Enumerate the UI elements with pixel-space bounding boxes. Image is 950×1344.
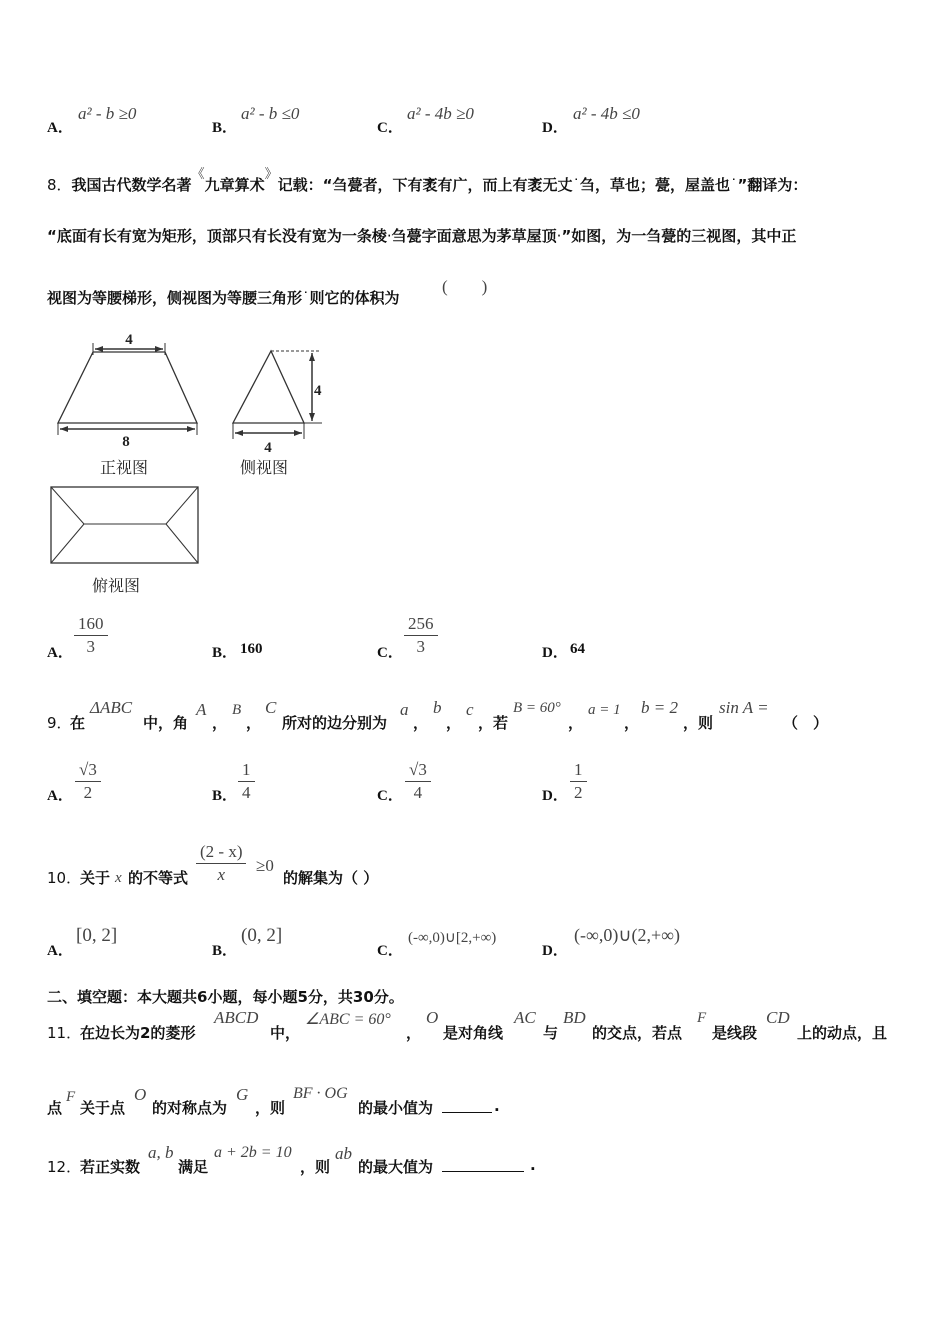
q9-side-c: c	[466, 700, 474, 719]
q8-option-c-fraction: 256 3	[404, 614, 438, 657]
side-view-triangle	[233, 351, 322, 456]
q9-option-d-fraction: 1 2	[570, 760, 587, 803]
q11-line2-text-1: 点	[47, 1099, 63, 1117]
q7-option-b-expr: a² - b ≤0	[241, 104, 300, 123]
q7-option-c-label: C．	[377, 120, 403, 136]
q12-product: ab	[335, 1144, 352, 1163]
q10-text-3: 的解集为（ ）	[283, 869, 379, 887]
q11-text-1: 在边长为2的菱形	[80, 1024, 196, 1042]
q11-line2-text-4: ，则	[255, 1099, 286, 1117]
q8-answer-paren: ( )	[442, 277, 488, 296]
q9-angle-c: C	[265, 698, 277, 717]
q9-text-2: 中，角	[143, 714, 189, 732]
q8-text-1a: 我国古代数学名著	[71, 176, 192, 194]
top-view-rectangle	[51, 487, 198, 563]
q10-text-1: 关于	[80, 869, 111, 887]
section-2-heading: 二、填空题：本大题共6小题，每小题5分，共30分。	[47, 988, 404, 1006]
q7-option-b-label: B．	[212, 120, 238, 136]
q8-line-1: 8．我国古代数学名著《九章算术》记载：“刍甍者，下有袤有广，而上有袤无丈˙刍，草也；甍，屋盖也˙”翻译为：	[47, 167, 808, 194]
q7-option-a-label: A．	[47, 120, 73, 136]
q11-angle-condition: ∠ABC = 60°	[305, 1011, 391, 1028]
q9-option-c-fraction: √3 4	[405, 760, 431, 803]
q10-option-d-label: D．	[542, 943, 568, 959]
q10-number: 10．	[47, 869, 82, 887]
q9-angle-b: B	[232, 702, 242, 718]
q11-point-o: O	[426, 1008, 439, 1027]
q8-book-open: 《	[191, 167, 205, 182]
q9-triangle: ΔABC	[90, 698, 133, 717]
q9-angle-a: A	[196, 700, 207, 719]
q8-text-1c: 刍，草也；甍，屋盖也	[579, 176, 730, 194]
side-view-label: 侧视图	[240, 458, 289, 477]
q9-condition-b: B = 60°	[513, 700, 561, 716]
q8-line-3: 视图为等腰梯形，侧视图为等腰三角形˙则它的体积为	[47, 289, 400, 307]
q8-text-1b: 记载：“刍甍者，下有袤有广，而上有袤无丈	[277, 176, 573, 194]
q12-end-period: .	[530, 1156, 536, 1174]
q9-text-5: ，则	[683, 714, 714, 732]
q8-option-d-value: 64	[570, 641, 585, 657]
q8-option-c-label: C．	[377, 645, 403, 661]
q10-variable-x: x	[115, 870, 122, 886]
q9-comma-2: ，	[624, 714, 640, 732]
q10-text-2: 的不等式	[128, 869, 189, 887]
q11-point-f: F	[697, 1010, 707, 1026]
q11-number: 11．	[47, 1024, 82, 1042]
q9-option-a-fraction: √3 2	[75, 760, 101, 803]
q10-option-c-expr: (-∞,0)∪[2,+∞)	[408, 930, 497, 946]
q12-text-4: 的最大值为	[358, 1158, 434, 1176]
front-bottom-dim: 8	[122, 434, 130, 450]
q11-diagonal-bd: BD	[563, 1008, 586, 1027]
q9-option-d-label: D．	[542, 788, 568, 804]
q11-line2-text-5: 的最小值为	[358, 1099, 434, 1117]
q7-option-d-expr: a² - 4b ≤0	[573, 104, 640, 123]
q11-point-g: G	[236, 1085, 249, 1104]
q12-number: 12．	[47, 1158, 82, 1176]
q9-option-a-label: A．	[47, 788, 73, 804]
q7-option-a-expr: a² - b ≥0	[78, 104, 137, 123]
q11-segment-cd: CD	[766, 1008, 790, 1027]
q11-diagonal-ac: AC	[514, 1008, 536, 1027]
q10-option-d-expr: (-∞,0)∪(2,+∞)	[574, 925, 680, 945]
q11-line2-text-3: 的对称点为	[152, 1099, 228, 1117]
q12-text-3: ，则	[300, 1158, 331, 1176]
q12-condition: a + 2b = 10	[214, 1144, 292, 1161]
q8-text-3a: 视图为等腰梯形，侧视图为等腰三角形	[47, 289, 303, 307]
q9-answer-paren: （ ）	[783, 714, 829, 732]
q10-option-b-expr: (0, 2]	[241, 925, 283, 946]
q9-condition-a: a = 1	[588, 702, 621, 718]
front-view-trapezoid	[58, 332, 197, 450]
q10-option-a-expr: [0, 2]	[76, 925, 118, 946]
q10-option-a-label: A．	[47, 943, 73, 959]
q11-answer-blank[interactable]	[442, 1097, 492, 1113]
q10-geq-zero: ≥0	[256, 856, 274, 875]
q11-text-5: 的交点，若点	[592, 1024, 683, 1042]
q8-text-2a: “底面有长有宽为矩形，顶部只有长没有宽为一条棱	[47, 227, 387, 245]
top-view-label: 俯视图	[92, 576, 141, 595]
q12-text-2: 满足	[178, 1158, 209, 1176]
side-bottom-dim: 4	[264, 440, 272, 456]
q10-option-b-label: B．	[212, 943, 238, 959]
front-view-label: 正视图	[100, 458, 149, 477]
q8-option-d-label: D．	[542, 645, 568, 661]
q9-option-c-label: C．	[377, 788, 403, 804]
q8-line-2: “底面有长有宽为矩形，顶部只有长没有宽为一条棱·刍甍字面意思为茅草屋顶·”如图，为一刍甍的三视图，其中正	[47, 227, 797, 245]
side-height-dim: 4	[314, 383, 322, 399]
q9-number: 9．	[47, 714, 72, 732]
q9-option-b-label: B．	[212, 788, 238, 804]
q11-text-7: 上的动点，且	[797, 1024, 888, 1042]
q8-book-close: 》	[264, 167, 278, 182]
q11-text-2: 中，	[270, 1024, 301, 1042]
q10-option-c-label: C．	[377, 943, 403, 959]
q10-fraction: (2 - x) x	[196, 842, 246, 885]
q8-text-1d: ”翻译为：	[737, 176, 808, 194]
q11-line2-point-f: F	[66, 1089, 76, 1105]
q12-text-1: 若正实数	[80, 1158, 141, 1176]
q11-end-period: .	[494, 1097, 500, 1115]
q8-text-2c: ”如图，为一刍甍的三视图，其中正	[561, 227, 797, 245]
q8-book-title: 九章算术	[204, 176, 265, 194]
q8-text-3b: 则它的体积为	[309, 289, 400, 307]
q8-option-b-label: B．	[212, 645, 238, 661]
q9-ask: sin A =	[719, 698, 769, 717]
q12-variables: a, b	[148, 1143, 174, 1162]
front-top-dim: 4	[125, 332, 133, 348]
q9-text-3: 所对的边分别为	[282, 714, 388, 732]
q8-number: 8．	[47, 176, 72, 194]
q7-option-d-label: D．	[542, 120, 568, 136]
q9-condition-side-b: b = 2	[641, 698, 678, 717]
q11-text-4: 与	[543, 1024, 559, 1042]
q11-dot-product: BF · OG	[293, 1085, 348, 1102]
q8-option-a-label: A．	[47, 645, 73, 661]
q11-line2-text-2: 关于点	[80, 1099, 126, 1117]
q8-option-b-value: 160	[240, 641, 263, 657]
three-view-figure	[40, 325, 340, 600]
q11-text-3: 是对角线	[443, 1024, 504, 1042]
q9-side-a: a	[400, 700, 409, 719]
q7-option-c-expr: a² - 4b ≥0	[407, 104, 474, 123]
q8-option-a-fraction: 160 3	[74, 614, 108, 657]
q11-text-6: 是线段	[712, 1024, 758, 1042]
q8-text-2b: 刍甍字面意思为茅草屋顶	[391, 227, 557, 245]
q9-side-b: b	[433, 698, 442, 717]
q9-text-4: ，若	[478, 714, 509, 732]
q11-line2-point-o: O	[134, 1085, 147, 1104]
q9-text-1: 在	[70, 714, 86, 732]
q12-answer-blank[interactable]	[442, 1156, 524, 1172]
q9-comma-1: ，	[568, 714, 584, 732]
q11-rhombus-abcd: ABCD	[214, 1008, 259, 1027]
q9-option-b-fraction: 1 4	[238, 760, 255, 803]
